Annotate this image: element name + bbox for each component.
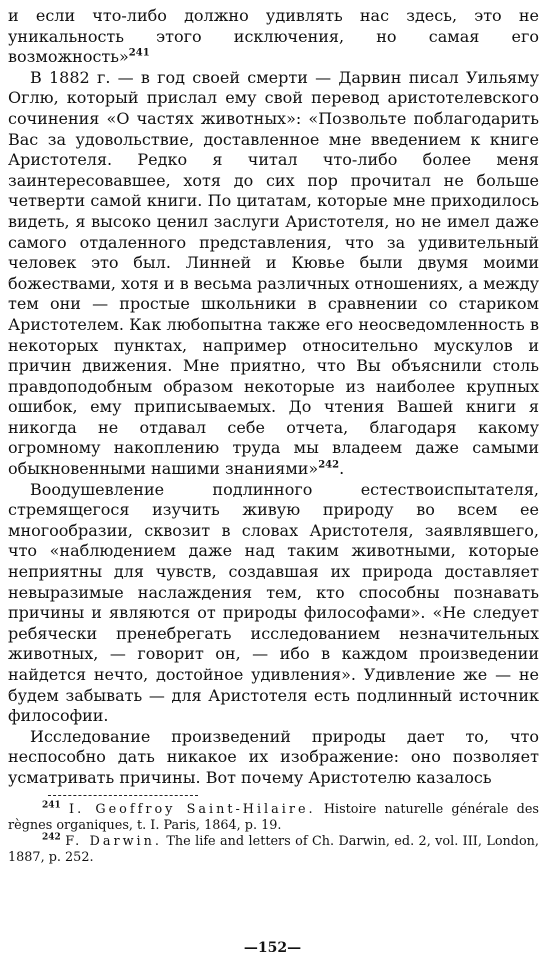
page-number: —152— [243, 940, 302, 956]
paragraph-text: и если что-либо должно удивлять нас здесь, это не уникальность этого исключения, но самая его возможность» [8, 6, 539, 67]
footnote-text: The life and letters of Ch. Darwin, ed. 2, vol. III, London, 1887, p. 252. [8, 833, 539, 865]
paragraph-4 [8, 727, 539, 789]
paragraph-3 [8, 480, 539, 727]
paragraph-text: В 1882 г. — в год своей смерти — Дарвин писал Уильяму Оглю, который прислал ему свой перевод аристотелевского сочинения «О частях животных»: «Позвольте поблагодарить Вас за удовольствие, доставленное мне введением к книге Аристотеля. Редко я читал что-либо более меня заинтересовавшее, хотя до сих пор прочитал не больше четверти самой книги. По цитатам, которые мне приходилось видеть, я высоко ценил заслуги Аристотеля, но не имел даже самого отдаленного представления, что за удивительный человек это был. Линней и Кювье были двумя моими божествами, хотя и в весьма различных отношениях, а между тем они — простые школьники в сравнении со стариком Аристотелем. Как любопытна также его неосведомленность в некоторых пунктах, например относительно мускулов и причин движения. Мне приятно, что Вы объяснили столь правдоподобным образом некоторые из наиболее крупных ошибок, ему приписываемых. До чтения Вашей книги я никогда не отдавал себе отчета, благодаря какому огромному накоплению труда мы владеем даже самыми обыкновенными нашими знаниями» [8, 67, 539, 479]
paragraph-text: Исследование произведений природы дает то, что неспособно дать никакое их изображение: оно позволяет усматривать причины. Вот почему Аристотелю казалось [8, 726, 539, 787]
footnote-number: 241 [42, 800, 61, 811]
footnote-241 [8, 802, 539, 834]
footnote-author: F. Darwin. [65, 833, 162, 849]
paragraph-text: Воодушевление подлинного естествоиспытателя, стремящегося изучить живую природу во всем ее многообразии, сквозит в словах Аристотеля, заявлявшего, что «наблюдением даже над таким животными, которые неприятны для чувств, создавшая их природа доставляет невыразимые наслаждения тем, кто способны познавать причины и являются от природы философами». «Не следует ребячески пренебрегать исследованием незначительных животных, — говорит он, — ибо в каждом произведении найдется нечто, достойное удивления». Удивление же — не будем забывать — для Аристотеля есть подлинный источник философии. [8, 479, 539, 726]
footnote-separator [48, 795, 198, 796]
footnote-ref-241[interactable]: 241 [128, 47, 150, 59]
footnote-242 [8, 834, 539, 866]
paragraph-2: В 1882 г. — в год своей смерти — Дарвин писал Уильяму Оглю, который прислал ему свой перевод аристотелевского сочинения «О частях животных»: «Позвольте поблагодарить Вас за удовольствие, доставленное мне введением к книге Аристотеля. Редко я читал что-либо более меня заинтересовавшее, хотя до сих пор прочитал не больше четверти самой книги. По цитатам, которые мне приходилось видеть, я высоко ценил заслуги Аристотеля, но не имел даже самого отдаленного представления, что за удивительный человек это был. Линней и Кювье были двумя моими божествами, хотя и в весьма различных отношениях, а между тем они — простые школьники в сравнении со стариком Аристотелем. Как любопытна также его неосведомленность в некоторых пунктах, например относительно мускулов и причин движения. Мне приятно, что Вы объяснили столь правдоподобным образом некоторые из наиболее крупных ошибок, ему приписываемых. До чтения Вашей книги я никогда не отдавал себе отчета, благодаря какому огромному накоплению труда мы владеем даже самыми обыкновенными нашими знаниями»$^{242}$. [8, 67, 539, 479]
footnote-author: I. Geoffroy Saint-Hilaire. [69, 801, 316, 817]
footnote-number: 242 [42, 832, 61, 843]
paragraph-1 [8, 6, 539, 68]
footnote-ref-242[interactable]: 242 [318, 459, 340, 471]
footnote-text: Histoire naturelle générale des règnes organiques, t. I. Paris, 1864, p. 19. [8, 801, 539, 833]
